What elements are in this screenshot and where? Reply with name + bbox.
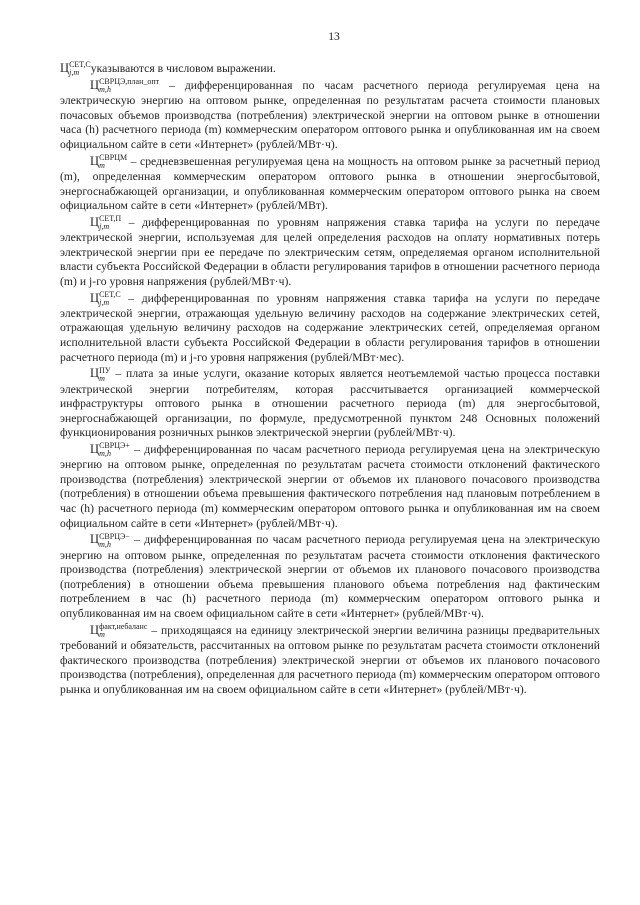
paragraph-5	[60, 291, 600, 366]
paragraph-text: – приходящаяся на единицу электрической энергии величина разницы предварительных требований и обязательств, рассчитанных на оптовом рынке по результатам расчета стоимости отклонений фактического производства (потребления) электрической энергии от объемов их планового почасового производства (потребления), определенная для расчетного периода (m) коммерческим оператором оптового рынка и опубликованная им на своем официальном сайте в сети «Интернет» (рублей/МВт·ч).	[60, 623, 600, 696]
paragraph-text: – дифференцированная по уровням напряжения ставка тарифа на услуги по передаче электрической энергии, отражающая удельную величину расходов на содержание электрических сетей, отражающая удельную величину расходов на содержание электрических сетей, определяемая органом исполнительной власти субъекта Российской Федерации в области регулирования тарифов в отношении расчетного периода (m) и j-го уровня напряжения (рублей/МВт·мес).	[60, 291, 600, 364]
formula-symbol: Ц СВРЦЭ+ m,h	[90, 441, 130, 459]
paragraph-1	[60, 61, 600, 77]
formula-symbol: Ц факт,небаланс m	[90, 621, 148, 639]
formula-symbol: Ц СВРЦМ m	[90, 153, 128, 170]
paragraph-7	[60, 442, 600, 531]
formula-symbol: Ц СЕТ,С j,m	[90, 289, 121, 307]
page-number: 13	[328, 30, 340, 43]
formula-symbol: Ц СВРЦЭ,план_опт m,h	[90, 77, 160, 95]
formula-symbol: Ц СВРЦЭ− m,h	[90, 531, 130, 549]
paragraph-text: – дифференцированная по часам расчетного периода регулируемая цена на электрическую энергию на оптовом рынке, определенная по результатам расчета стоимости отклонения фактического производства (потребления) электрической энергии от объемов их планового почасового производства (потребления) в отношении объема превышения планового объема потребления над фактическим потреблением в час (h) расчетного периода (m) коммерческим оператором оптового рынка и опубликованная им на своем официальном сайте в сети «Интернет» (рублей/МВт·ч).	[60, 533, 600, 620]
paragraph-8	[60, 532, 600, 621]
paragraph-4	[60, 215, 600, 290]
paragraph-text: – дифференцированная по уровням напряжения ставка тарифа на услуги по передаче электрической энергии, используемая для целей определения расходов на оплату нормативных потерь электрической энергии при ее передаче по электрическим сетям, определяемая органом исполнительной власти субъекта Российской Федерации в области регулирования тарифов в отношении расчетного периода (m) и j-го уровня напряжения (рублей/МВт·ч).	[60, 215, 600, 288]
formula-symbol: Ц ПУ m	[90, 365, 111, 383]
paragraph-text: – средневзвешенная регулируемая цена на мощность на оптовом рынке за расчетный период (m), определенная коммерческим оператором оптового рынка в отношении энергосбытовой, энергоснабжающей организации, и опубликованная коммерческим оператором оптового рынка на своем официальном сайте в сети «Интернет» (рублей/МВт).	[60, 154, 600, 213]
paragraph-3	[60, 154, 600, 214]
formula-symbol: Ц СЕТ,С j,m	[60, 59, 91, 77]
paragraph-text: – дифференцированная по часам расчетного периода регулируемая цена на электрическую энергию на оптовом рынке, определенная по результатам расчета стоимости плановых почасовых объемов производства (потребления) электрической энергии на оптовом рынке в отношении часа (h) расчетного периода (m) коммерческим оператором оптового рынка и опубликованная им на своем официальном сайте в сети «Интернет» (рублей/МВт·ч).	[60, 78, 600, 152]
paragraph-2	[60, 78, 600, 153]
paragraph-6	[60, 366, 600, 441]
paragraph-text: – плата за иные услуги, оказание которых является неотъемлемой частью процесса поставки электрической энергии потребителям, которая рассчитывается организацией коммерческой инфраструктуры оптового рынка в отношении расчетного периода (m) для энергосбытовой, энергоснабжающей организации, по формуле, предусмотренной пунктом 248 Основных положений функционирования розничных рынков электрической энергии (рублей/МВт·ч).	[60, 367, 600, 440]
formula-symbol: Ц СЕТ,П j,m	[90, 214, 122, 232]
paragraph-9	[60, 623, 600, 698]
paragraph-text: – дифференцированная по часам расчетного периода регулируемая цена на электрическую энергию на оптовом рынке, определенная по результатам расчета стоимости отклонений фактического производства (потребления) электрической энергии от объемов их планового почасового производства (потребления) в отношении объема превышения фактического потребления над плановым потреблением в час (h) расчетного периода (m) коммерческим оператором оптового рынка и опубликованная им на своем официальном сайте в сети «Интернет» (рублей/МВт·ч).	[60, 442, 600, 530]
paragraph-text: указываются в числовом выражении.	[90, 61, 276, 75]
